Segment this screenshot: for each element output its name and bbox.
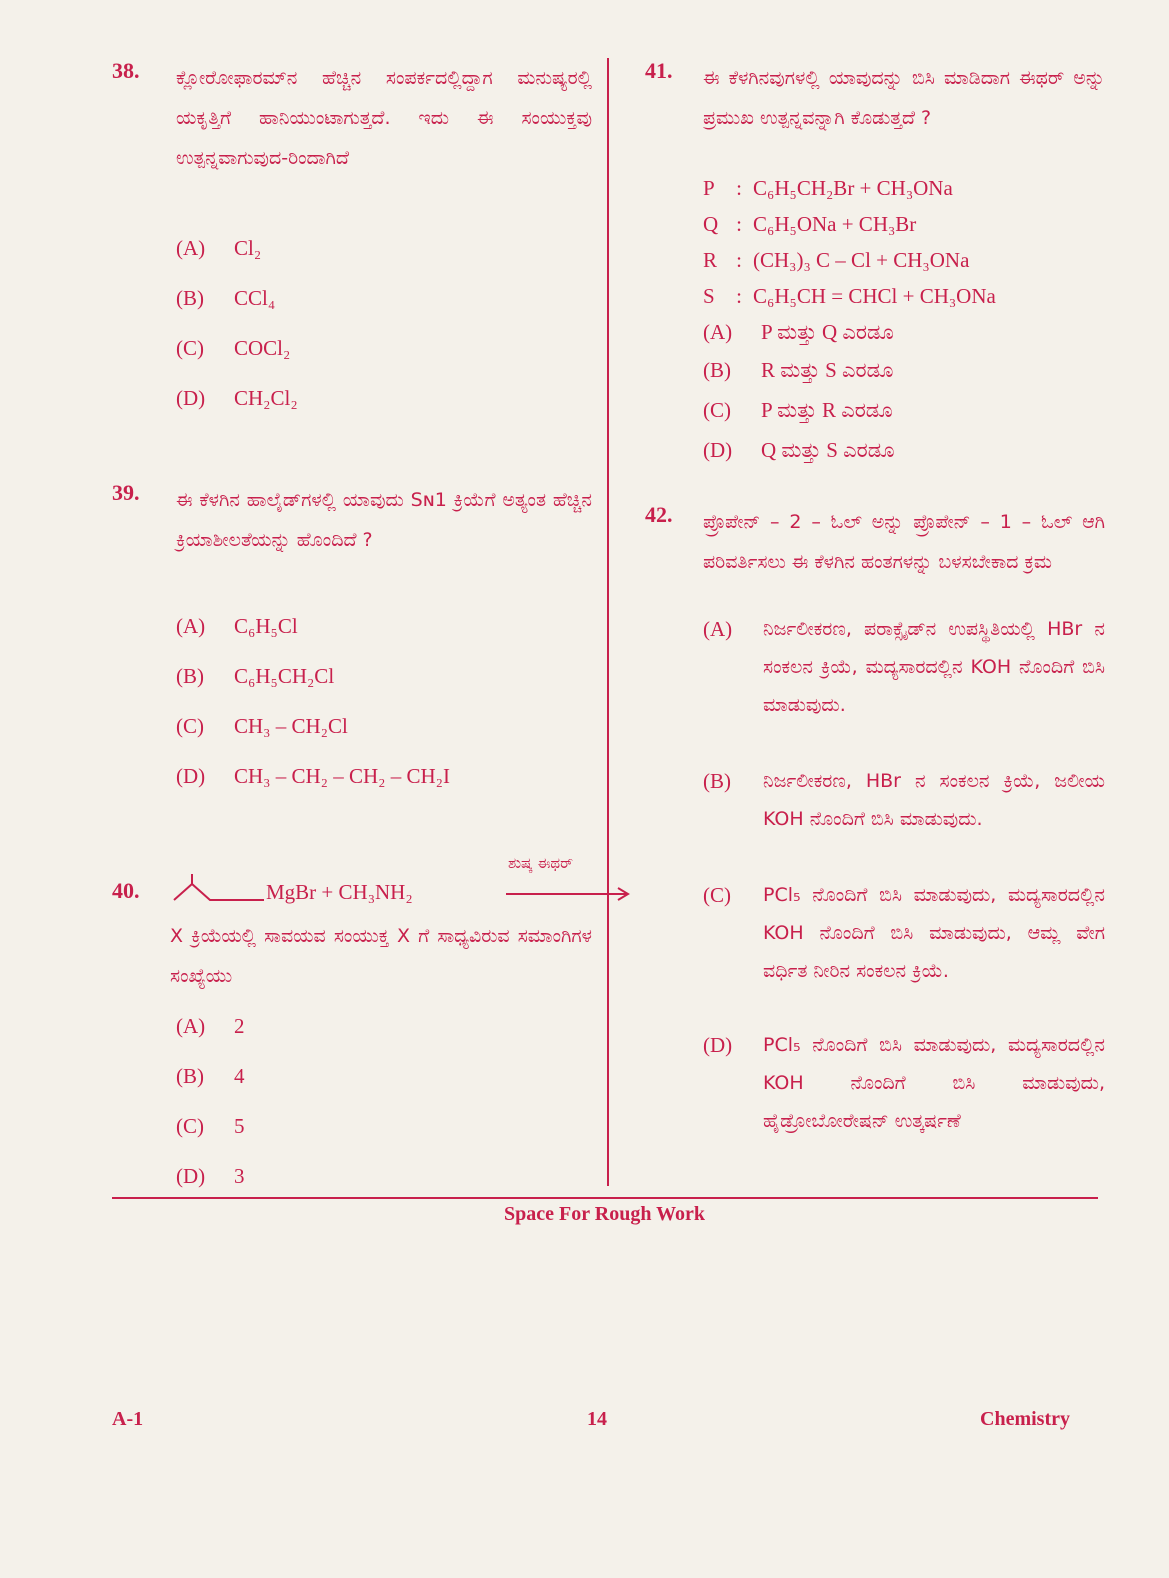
- option-a[interactable]: (A) ನಿರ್ಜಲೀಕರಣ, ಪರಾಕ್ಸೈಡ್‌ನ ಉಪಸ್ಥಿತಿಯಲ್ಲಿ HBr ನ ಸಂಕಲನ ಕ್ರಿಯೆ, ಮದ್ಯಸಾರದಲ್ಲಿನ KOH ನೊಂದಿಗೆ ಬಿಸಿ ಮಾಡುವುದು.: [703, 617, 1105, 716]
- question-text: ಈ ಕೆಳಗಿನ ಹಾಲೈಡ್‌ಗಳಲ್ಲಿ ಯಾವುದು Sɴ1 ಕ್ರಿಯೆಗೆ ಅತ್ಯಂತ ಹೆಚ್ಚಿನ ಕ್ರಿಯಾಶೀಲತೆಯನ್ನು ಹೊಂದಿದೆ ?: [176, 489, 592, 551]
- option-b[interactable]: (B) C₆H₅CH₂Cl: [176, 664, 335, 688]
- reaction-scheme: [170, 854, 590, 914]
- reaction-arrow-icon: [506, 886, 636, 902]
- option-b[interactable]: (B) R ಮತ್ತು S ಎರಡೂ: [703, 358, 894, 382]
- rough-work-divider: [112, 1197, 1098, 1199]
- option-a[interactable]: (A) 2: [176, 1014, 245, 1038]
- option-d[interactable]: (D) CH₃ – CH₂ – CH₂ – CH₂I: [176, 764, 450, 788]
- option-a[interactable]: (A) P ಮತ್ತು Q ಎರಡೂ: [703, 320, 894, 344]
- option-d[interactable]: (D) CH₂Cl₂: [176, 386, 298, 410]
- question-number: 41.: [645, 58, 673, 83]
- question-number: 42.: [645, 502, 673, 527]
- option-d[interactable]: (D) 3: [176, 1164, 245, 1188]
- question-text: ಈ ಕೆಳಗಿನವುಗಳಲ್ಲಿ ಯಾವುದನ್ನು ಬಿಸಿ ಮಾಡಿದಾಗ ಈಥರ್ ಅನ್ನು ಪ್ರಮುಖ ಉತ್ಪನ್ನವನ್ನಾಗಿ ಕೊಡುತ್ತದೆ ?: [703, 67, 1105, 129]
- option-d[interactable]: (D) PCl₅ ನೊಂದಿಗೆ ಬಿಸಿ ಮಾಡುವುದು, ಮದ್ಯಸಾರದಲ್ಲಿನ KOH ನೊಂದಿಗೆ ಬಿಸಿ ಮಾಡುವುದು, ಹೈಡ್ರೋಬೋರೇಷನ್ ಉತ್ಕರ್ಷಣೆ: [703, 1033, 1105, 1132]
- option-a[interactable]: (A) C₆H₅Cl: [176, 614, 298, 638]
- formula-p: P : C₆H₅CH₂Br + CH₃ONa: [703, 176, 953, 200]
- question-text: ಪ್ರೊಪೇನ್ – 2 – ಓಲ್ ಅನ್ನು ಪ್ರೊಪೇನ್ – 1 – ಓಲ್ ಆಗಿ ಪರಿವರ್ತಿಸಲು ಈ ಕೆಳಗಿನ ಹಂತಗಳನ್ನು ಬಳಸಬೇಕಾದ ಕ್ರಮ: [703, 511, 1105, 573]
- question-number: 38.: [112, 58, 140, 83]
- formula-q: Q : C₆H₅ONa + CH₃Br: [703, 212, 917, 236]
- arrow-label: ಶುಷ್ಕ ಈಥರ್: [508, 854, 573, 872]
- option-d[interactable]: (D) Q ಮತ್ತು S ಎರಡೂ: [703, 438, 895, 462]
- option-c[interactable]: (C) PCl₅ ನೊಂದಿಗೆ ಬಿಸಿ ಮಾಡುವುದು, ಮದ್ಯಸಾರದಲ್ಲಿನ KOH ನೊಂದಿಗೆ ಬಿಸಿ ಮಾಡುವುದು, ಆಮ್ಲ ವೇಗ ವರ್ಧಿತ ನೀರಿನ ಸಂಕಲನ ಕ್ರಿಯೆ.: [703, 883, 1105, 982]
- rough-work-label: Space For Rough Work: [504, 1203, 705, 1225]
- option-c[interactable]: (C) P ಮತ್ತು R ಎರಡೂ: [703, 398, 893, 422]
- question-40: [112, 854, 592, 1194]
- option-b[interactable]: (B) 4: [176, 1064, 245, 1088]
- booklet-code: A-1: [112, 1408, 144, 1430]
- question-number: 39.: [112, 480, 140, 505]
- question-text: ಕ್ಲೋರೋಫಾರಮ್‌ನ ಹೆಚ್ಚಿನ ಸಂಪರ್ಕದಲ್ಲಿದ್ದಾಗ ಮನುಷ್ಯರಲ್ಲಿ ಯಕೃತ್ತಿಗೆ ಹಾನಿಯುಂಟಾಗುತ್ತದೆ. ಇದು ಈ ಸಂಯುಕ್ತವು ಉತ್ಪನ್ನವಾಗುವುದ-ರಿಂದಾಗಿದೆ: [176, 67, 592, 169]
- question-39: [112, 480, 592, 840]
- page-number: 14: [587, 1408, 607, 1430]
- option-a[interactable]: (A) Cl₂: [176, 236, 262, 260]
- question-text: X ಕ್ರಿಯೆಯಲ್ಲಿ ಸಾವಯವ ಸಂಯುಕ್ತ X ಗೆ ಸಾಧ್ಯವಿರುವ ಸಮಾಂಗಿಗಳ ಸಂಖ್ಯೆಯು: [170, 925, 592, 987]
- question-number: 40.: [112, 878, 140, 903]
- option-b[interactable]: (B) CCl₄: [176, 286, 276, 310]
- question-42: [645, 502, 1105, 1182]
- isobutyl-skeleton-icon: [170, 874, 270, 910]
- question-41: [645, 58, 1105, 478]
- option-c[interactable]: (C) 5: [176, 1114, 245, 1138]
- formula-s: S : C₆H₅CH = CHCl + CH₃ONa: [703, 284, 996, 308]
- subject-name: Chemistry: [980, 1408, 1070, 1430]
- option-c[interactable]: (C) CH₃ – CH₂Cl: [176, 714, 348, 738]
- option-b[interactable]: (B) ನಿರ್ಜಲೀಕರಣ, HBr ನ ಸಂಕಲನ ಕ್ರಿಯೆ, ಜಲೀಯ KOH ನೊಂದಿಗೆ ಬಿಸಿ ಮಾಡುವುದು.: [703, 769, 1105, 830]
- option-c[interactable]: (C) COCl₂: [176, 336, 291, 360]
- question-38: [112, 58, 592, 438]
- column-divider: [607, 58, 609, 1186]
- reagent-text: MgBr + CH₃NH₂: [266, 880, 413, 904]
- formula-r: R : (CH₃)₃ C – Cl + CH₃ONa: [703, 248, 970, 272]
